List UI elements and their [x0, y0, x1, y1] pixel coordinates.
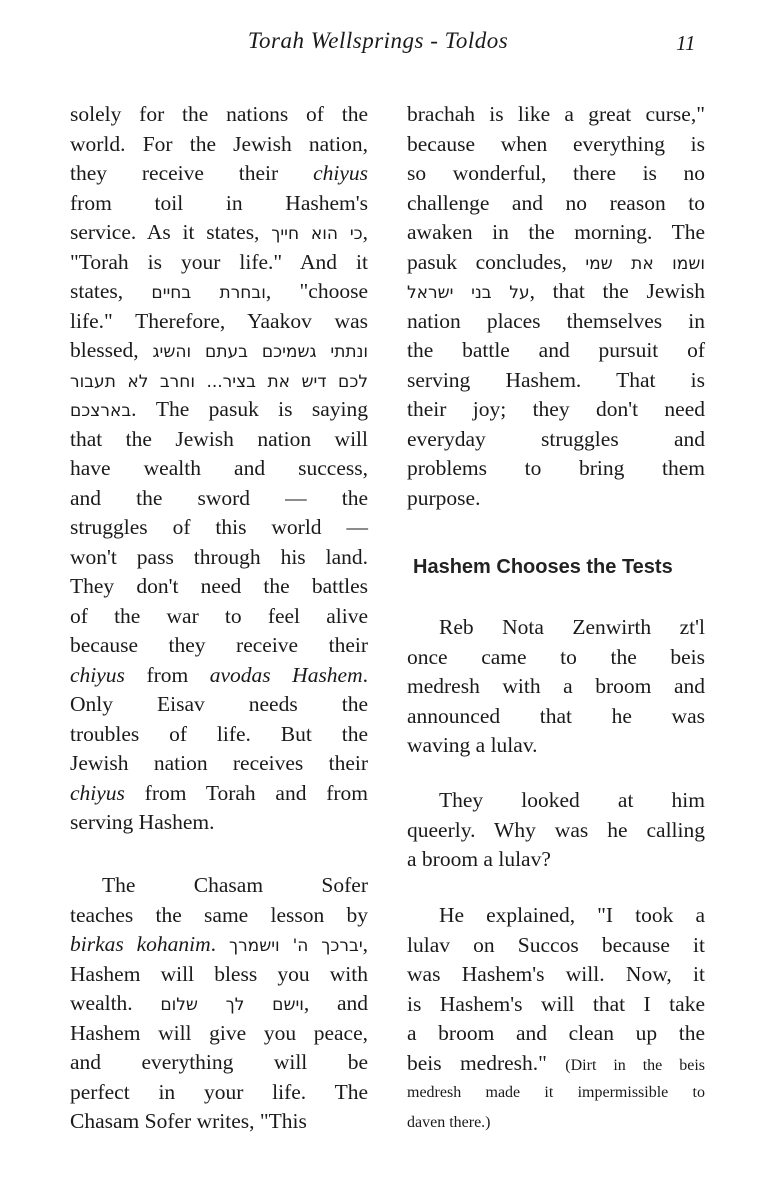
hebrew-quote: ובחרת בחיים	[151, 283, 266, 303]
text-line	[70, 930, 368, 960]
text-line	[70, 1107, 368, 1137]
italic-term: chiyus	[70, 780, 125, 805]
text-line	[407, 1019, 705, 1049]
text-line	[407, 702, 705, 732]
text-segment: They looked at him	[439, 788, 705, 812]
hebrew-quote: על בני ישראל	[407, 283, 530, 303]
text-line	[70, 484, 368, 514]
text-segment: a broom a lulav?	[407, 847, 551, 871]
hebrew-quote: כי הוא חייך	[271, 224, 363, 244]
text-line	[407, 366, 705, 396]
text-line	[70, 425, 368, 455]
text-line	[70, 366, 368, 396]
text-segment: a broom and clean up the	[407, 1021, 705, 1045]
text-line	[70, 159, 368, 189]
text-line	[70, 871, 368, 901]
text-segment: Jewish nation receives their	[70, 751, 368, 775]
italic-term: birkas kohanim	[70, 932, 211, 956]
paragraph	[407, 786, 705, 875]
text-line	[70, 602, 368, 632]
text-segment: everyday struggles and	[407, 426, 705, 451]
text-segment: from toil in Hashem's	[70, 190, 368, 215]
text-segment: struggles of this world —	[70, 515, 368, 539]
text-segment: their joy; they don't need	[407, 397, 705, 421]
text-segment: life." Therefore, Yaakov was	[70, 308, 368, 333]
text-line	[70, 336, 368, 366]
text-line	[70, 1078, 368, 1108]
text-line	[70, 218, 368, 248]
text-segment: waving a lulav.	[407, 733, 538, 757]
text-line	[70, 631, 368, 661]
hebrew-quote: ונתתי גשמיכם בעתם והשיג	[152, 342, 369, 362]
text-segment: nation places themselves in	[407, 308, 705, 333]
text-segment: of the war to feel alive	[70, 603, 368, 628]
text-segment: service. As it states,	[70, 220, 272, 244]
text-line	[407, 307, 705, 337]
text-line	[407, 845, 705, 875]
italic-term: chiyus	[70, 662, 125, 687]
text-line	[70, 513, 368, 543]
text-segment: troubles of life. But the	[70, 721, 368, 746]
text-segment: ,	[362, 932, 369, 956]
text-line	[70, 454, 368, 484]
text-segment: ,	[362, 220, 368, 244]
text-line	[407, 395, 705, 425]
text-line	[70, 1048, 368, 1078]
text-line	[70, 749, 368, 779]
text-segment: from	[124, 662, 210, 687]
text-line	[70, 779, 368, 809]
text-line	[407, 425, 705, 455]
text-line	[70, 720, 368, 750]
italic-term: chiyus	[313, 161, 368, 185]
text-segment: brachah is like a great curse,"	[407, 102, 705, 126]
text-segment: They don't need the battles	[70, 574, 368, 598]
text-segment: awaken in the morning. The	[407, 220, 705, 244]
text-line	[407, 100, 705, 130]
text-segment: solely for the nations of the	[70, 102, 368, 126]
text-segment: problems to bring them	[407, 456, 705, 480]
text-segment: and everything will be	[70, 1050, 368, 1074]
text-segment: .	[362, 662, 369, 687]
hebrew-quote: ושמו את שמי	[585, 253, 705, 274]
text-segment: queerly. Why was he calling	[407, 817, 705, 842]
text-segment: is Hashem's will that I take	[407, 991, 705, 1016]
text-segment: perfect in your life. The	[70, 1079, 368, 1104]
text-segment: Hashem will bless you with	[70, 961, 368, 986]
text-line	[70, 543, 368, 573]
text-line	[407, 786, 705, 816]
text-segment: purpose.	[407, 485, 481, 510]
text-line	[70, 100, 368, 130]
text-segment: announced that he was	[407, 703, 705, 728]
text-line	[70, 248, 368, 278]
text-line	[70, 989, 368, 1019]
text-segment: medresh with a broom and	[407, 674, 705, 698]
text-segment: because they receive their	[70, 633, 368, 657]
text-segment: teaches the same lesson by	[70, 902, 368, 927]
text-line	[407, 960, 705, 990]
text-segment: medresh made it impermissible to	[407, 1084, 705, 1101]
text-segment: so wonderful, there is no	[407, 161, 705, 185]
text-segment: that the Jewish nation will	[70, 426, 368, 451]
text-segment: because when everything is	[407, 131, 705, 156]
text-segment: once came to the beis	[407, 644, 705, 669]
text-segment: , and	[303, 991, 369, 1015]
text-line	[407, 931, 705, 961]
running-header-title: Torah Wellsprings - Toldos	[247, 28, 509, 53]
text-line	[407, 218, 705, 248]
text-segment: . The pasuk is saying	[131, 397, 368, 421]
text-line	[407, 731, 705, 761]
text-line	[70, 130, 368, 160]
text-line	[407, 336, 705, 366]
text-segment: serving Hashem. That is	[407, 367, 705, 392]
paragraph	[70, 100, 368, 838]
text-segment: serving Hashem.	[70, 810, 215, 834]
text-segment: states,	[70, 279, 152, 303]
text-segment: Hashem will give you peace,	[70, 1020, 368, 1045]
text-segment: "Torah is your life." And it	[70, 249, 368, 274]
text-line	[70, 572, 368, 602]
paragraph	[407, 100, 705, 513]
text-line	[70, 395, 368, 425]
text-segment: won't pass through his land.	[70, 544, 368, 569]
text-line	[407, 672, 705, 702]
text-line	[407, 454, 705, 484]
text-line	[70, 808, 368, 838]
hebrew-quote: בארצכם	[70, 401, 132, 421]
hebrew-quote: וישם לך שלום	[160, 995, 304, 1015]
hebrew-quote: לכם דיש את בציר... וחרב לא תעבור	[70, 371, 368, 392]
text-segment: challenge and no reason to	[407, 190, 705, 215]
text-segment: Reb Nota Zenwirth zt'l	[439, 615, 705, 639]
text-segment: pasuk concludes,	[407, 249, 586, 274]
text-segment: and the sword — the	[70, 485, 368, 510]
text-segment: (Dirt in the beis	[565, 1056, 705, 1074]
text-line	[407, 189, 705, 219]
text-segment: , that the Jewish	[529, 279, 705, 303]
text-line	[407, 277, 705, 307]
text-segment: they receive their	[70, 161, 314, 185]
text-line	[407, 1108, 705, 1138]
text-segment: The Chasam Sofer	[102, 873, 368, 897]
text-line	[407, 613, 705, 643]
paragraph	[70, 871, 368, 1137]
text-line	[407, 159, 705, 189]
text-segment: beis medresh."	[407, 1050, 566, 1075]
hebrew-quote: יברכך ה' וישמרך	[228, 936, 363, 956]
text-segment: He explained, "I took a	[439, 903, 705, 927]
paragraph	[407, 901, 705, 1137]
text-line	[70, 189, 368, 219]
section-heading: Hashem Chooses the Tests	[413, 556, 673, 578]
text-line	[70, 690, 368, 720]
text-line	[407, 1078, 705, 1108]
text-line	[70, 1019, 368, 1049]
text-line	[407, 990, 705, 1020]
text-segment: the battle and pursuit of	[407, 338, 705, 362]
page-number: 11	[676, 31, 696, 55]
text-segment: was Hashem's will. Now, it	[407, 962, 705, 986]
text-segment: , "choose	[265, 279, 368, 303]
text-line	[407, 484, 705, 514]
text-line	[407, 816, 705, 846]
text-line	[407, 130, 705, 160]
text-line	[70, 307, 368, 337]
text-segment: Chasam Sofer writes, "This	[70, 1109, 307, 1133]
text-segment: have wealth and success,	[70, 456, 368, 480]
italic-term: avodas Hashem	[209, 662, 363, 687]
text-line	[407, 1049, 705, 1079]
text-segment: Only Eisav needs the	[70, 692, 368, 716]
text-line	[407, 901, 705, 931]
text-line	[407, 248, 705, 278]
text-segment: from Torah and from	[124, 780, 368, 805]
text-segment: .	[210, 932, 229, 956]
text-segment: lulav on Succos because it	[407, 932, 705, 957]
text-line	[70, 960, 368, 990]
text-line	[70, 901, 368, 931]
text-segment: daven there.)	[407, 1113, 491, 1131]
text-segment: world. For the Jewish nation,	[70, 131, 368, 156]
text-segment: blessed,	[70, 338, 153, 362]
text-segment: wealth.	[70, 991, 161, 1015]
text-line	[70, 661, 368, 691]
text-line	[70, 277, 368, 307]
text-line	[407, 643, 705, 673]
paragraph	[407, 613, 705, 761]
